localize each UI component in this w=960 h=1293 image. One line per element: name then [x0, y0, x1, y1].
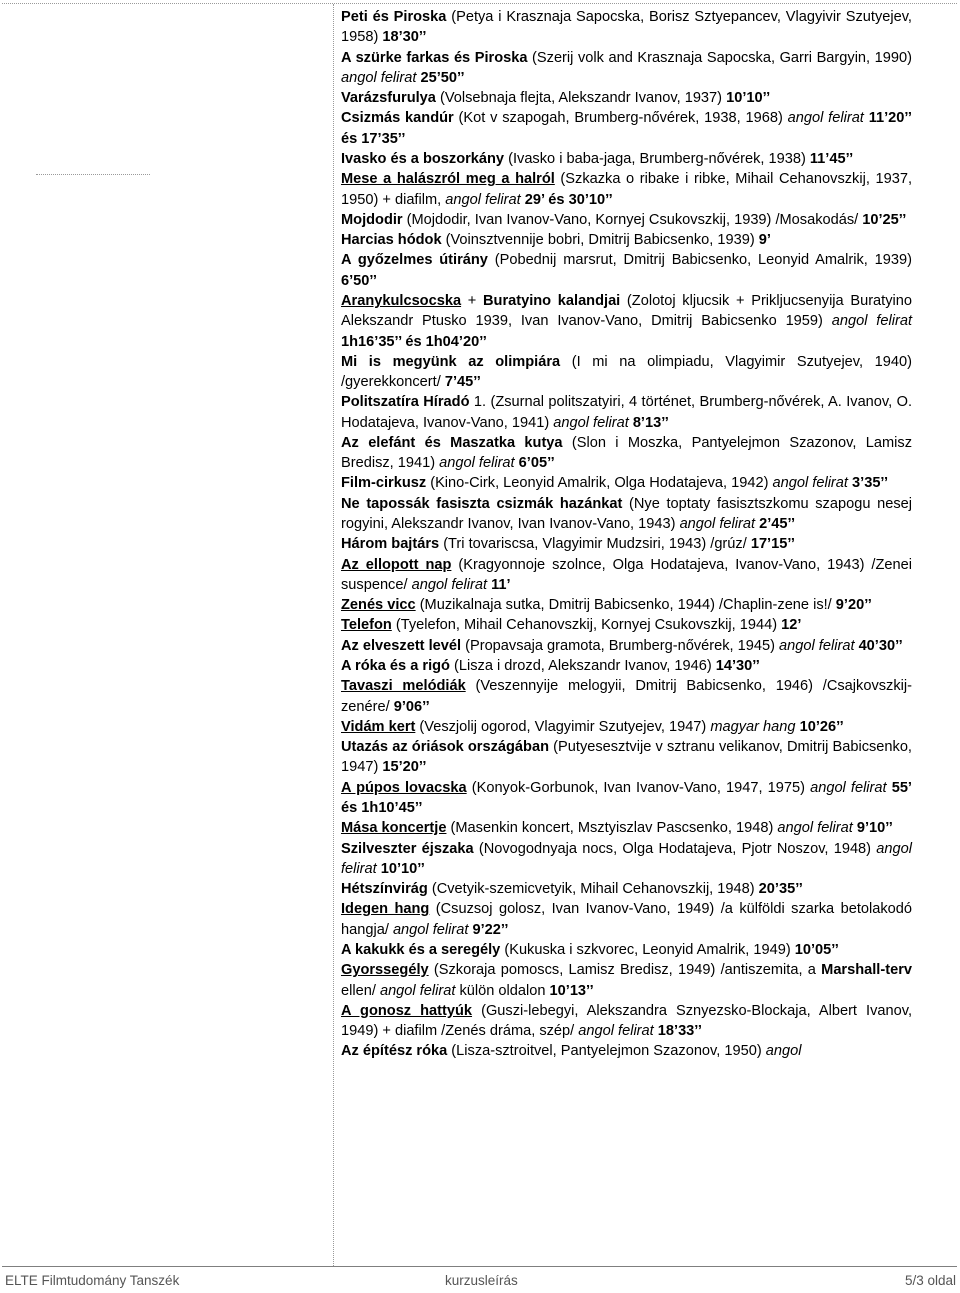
film-entry	[341, 433, 912, 474]
entry-bold-text: 8’13’’	[632, 414, 669, 431]
entry-bold-text: Harcias hódok	[341, 232, 442, 249]
entry-bold-text: A kakukk és a seregély	[341, 941, 501, 958]
entry-text: (Putyesesztvije v sztranu velikanov, Dmitrij Babicsenko, 1947)	[341, 739, 912, 776]
entry-subtitle-note: angol felirat	[341, 69, 417, 86]
entry-bold-text: 9’	[758, 232, 771, 249]
entry-text: (Kot v szapogah, Brumberg-nővérek, 1938, 1968)	[453, 110, 788, 127]
entry-bold-text: Szilveszter éjszaka	[341, 840, 474, 857]
entry-subtitle-note: angol felirat	[445, 191, 521, 208]
entry-bold-text: A róka és a rigó	[341, 658, 450, 674]
entry-text: (Masenkin koncert, Msztyiszlav Pascsenko, 1948)	[446, 820, 778, 837]
entry-bold-text: 29’ és 30’10’’	[524, 191, 613, 208]
entry-text: (Kukuska i szkvorec, Leonyid Amalrik, 1949)	[500, 941, 795, 958]
entry-text: (Konyok-Gorbunok, Ivan Ivanov-Vano, 1947, 1975)	[466, 779, 811, 796]
entry-text: (I mi na olimpiadu, Vlagyimir Szutyejev, 1940) /gyerekkoncert/	[341, 353, 912, 391]
film-entry	[341, 940, 912, 960]
entry-bold-text: Az elveszett levél	[341, 637, 462, 654]
entry-bold-text: 11’20’’ és 17’35’’	[341, 110, 912, 147]
entry-bold-text: 11’	[491, 576, 511, 593]
entry-bold-text: 11’45’’	[809, 150, 854, 167]
entry-bold-text: 12’	[781, 617, 802, 634]
entry-title-underlined: Idegen hang	[341, 901, 430, 918]
film-entry	[341, 473, 912, 493]
entry-text: (Volsebnaja flejta, Alekszandr Ivanov, 1937)	[435, 90, 727, 107]
entry-bold-text: 10’05’’	[794, 941, 839, 958]
entry-title-underlined: Az ellopott nap	[341, 556, 452, 573]
entry-text: (Cvetyik-szemicvetyik, Mihail Cehanovszkij, 1948)	[427, 881, 759, 898]
entry-bold-text: 1h16’35’’ és 1h04’20’’	[341, 333, 487, 350]
entry-bold-text: A szürke farkas és Piroska	[341, 49, 528, 66]
entry-bold-text: 9’20’’	[835, 597, 872, 614]
entry-bold-text: Marshall-terv	[821, 962, 912, 979]
film-entry	[341, 149, 912, 169]
entry-bold-text: Ne tapossák fasiszta csizmák hazánkat	[341, 495, 623, 512]
entry-subtitle-note: angol felirat	[379, 982, 456, 999]
entry-bold-text: 55’ és 1h10’45’’	[341, 779, 912, 816]
film-entry	[341, 839, 912, 880]
film-entry	[341, 48, 912, 89]
entry-bold-text: 9’22’’	[472, 921, 509, 938]
film-entry	[341, 7, 912, 48]
entry-bold-text: Utazás az óriások országában	[341, 739, 549, 756]
entry-title-underlined: Zenés vicc	[341, 597, 416, 614]
entry-bold-text: Peti és Piroska	[341, 9, 447, 25]
film-list	[341, 7, 912, 1062]
entry-bold-text: Ivasko és a boszorkány	[341, 150, 505, 167]
entry-title-underlined: Telefon	[341, 617, 392, 634]
film-entry	[341, 899, 912, 940]
entry-bold-text: 14’30’’	[715, 658, 760, 674]
top-rule	[2, 3, 957, 4]
film-entry	[341, 230, 912, 250]
footer-document-type: kurzusleírás	[445, 1273, 518, 1288]
film-entry	[341, 595, 912, 615]
entry-bold-text: 18’33’’	[657, 1023, 702, 1040]
film-entry	[341, 676, 912, 717]
entry-bold-text: 7’45’’	[444, 374, 481, 391]
film-entry	[341, 1041, 912, 1061]
film-entry	[341, 555, 912, 596]
entry-bold-text: 20’35’’	[758, 881, 803, 898]
entry-bold-text: Buratyino kalandjai	[482, 292, 621, 309]
entry-title-underlined: Mese a halászról meg a halról	[341, 171, 555, 188]
entry-bold-text: Hétszínvirág	[341, 881, 428, 898]
entry-bold-text: Az építész róka	[341, 1043, 448, 1060]
entry-text: 1. (Zsurnal politszatyiri, 4 történet, Brumberg-nővérek, A. Ivanov, O. Hodatajeva, Ivanov-Vano, 1941)	[341, 394, 912, 431]
film-entry	[341, 636, 912, 656]
left-margin-rule	[36, 174, 150, 175]
entry-text: (Veszennyije melogyii, Dmitrij Babicsenko, 1946) /Csajkovszkij-zenére/	[341, 678, 912, 715]
entry-text: (Novogodnyaja nocs, Olga Hodatajeva, Pjotr Noszov, 1948)	[473, 840, 877, 857]
entry-bold-text: 2’45’’	[759, 516, 796, 533]
entry-bold-text: Három bajtárs	[341, 536, 440, 553]
entry-bold-text: 10’25’’	[862, 211, 907, 228]
entry-bold-text: A győzelmes útirány	[341, 252, 488, 269]
film-entry	[341, 717, 912, 737]
entry-title-underlined: Gyorssegély	[341, 962, 429, 979]
entry-text: (Mojdodir, Ivan Ivanov-Vano, Kornyej Csukovszkij, 1939) /Mosakodás/	[402, 211, 863, 228]
entry-text: (Tyelefon, Mihail Cehanovszkij, Kornyej Csukovszkij, 1944)	[391, 617, 782, 634]
entry-bold-text: 18’30’’	[382, 29, 427, 46]
entry-bold-text: Mojdodir	[341, 211, 403, 228]
entry-bold-text: 6’50’’	[341, 272, 377, 289]
film-entry	[341, 737, 912, 778]
entry-subtitle-note: angol felirat	[392, 921, 469, 938]
film-entry	[341, 778, 912, 819]
entry-text: (Tri tovariscsa, Vlagyimir Mudzsiri, 1943) /grúz/	[439, 536, 751, 553]
film-entry	[341, 615, 912, 635]
entry-subtitle-note: angol	[765, 1043, 802, 1060]
entry-subtitle-note: angol felirat	[831, 313, 912, 330]
film-entry	[341, 250, 912, 291]
film-entry	[341, 818, 912, 838]
entry-text: külön oldalon	[455, 982, 550, 999]
entry-bold-text: Az elefánt és Maszatka kutya	[341, 434, 563, 451]
entry-subtitle-note: angol felirat	[679, 516, 756, 533]
entry-text: (Csuzsoj golosz, Ivan Ivanov-Vano, 1949) /a külföldi szarka betolakodó hangja/	[341, 901, 912, 938]
entry-bold-text: 9’06’’	[393, 698, 430, 715]
film-entry	[341, 392, 912, 433]
entry-subtitle-note: angol felirat	[810, 779, 887, 796]
entry-text: (Lisza i drozd, Alekszandr Ivanov, 1946)	[449, 658, 716, 674]
film-entry	[341, 88, 912, 108]
film-entry	[341, 352, 912, 393]
entry-text: (Kragyonnoje szolnce, Olga Hodatajeva, Ivanov-Vano, 1943) /Zenei suspence/	[341, 556, 912, 593]
entry-text: (Lisza-sztroitvel, Pantyelejmon Szazonov, 1950)	[447, 1043, 766, 1060]
entry-subtitle-note: angol felirat	[341, 840, 912, 877]
entry-text: (Szkoraja pomoscs, Lamisz Bredisz, 1949) /antiszemita, a	[428, 962, 822, 979]
film-entry	[341, 291, 912, 352]
entry-title-underlined: Vidám kert	[341, 718, 416, 735]
entry-text: (Voinsztvennije bobri, Dmitrij Babicsenko, 1939)	[441, 232, 759, 249]
entry-text: (Kino-Cirk, Leonyid Amalrik, Olga Hodatajeva, 1942)	[426, 475, 773, 492]
entry-subtitle-note: angol felirat	[553, 414, 629, 431]
entry-title-underlined: A gonosz hattyúk	[341, 1002, 473, 1019]
film-entry	[341, 108, 912, 149]
entry-text: (Nye toptaty fasisztszkomu szapogu nesej rogyini, Alekszandr Ivanov, Ivan Ivanov-Vano, 1943)	[341, 495, 912, 533]
entry-bold-text: Film-cirkusz	[341, 475, 427, 492]
entry-bold-text: Mi is megyünk az olimpiára	[341, 353, 561, 370]
entry-text: (Petya i Krasznaja Sapocska, Borisz Sztyepancev, Vlagyivir Szutyejev, 1958)	[341, 9, 912, 46]
entry-text: ellen/	[341, 982, 380, 999]
entry-text: (Guszi-lebegyi, Alekszandra Sznyezsko-Blockaja, Albert Ivanov, 1949) + diafilm /Zenés dráma, szép/	[341, 1002, 912, 1040]
entry-bold-text: Csizmás kandúr	[341, 110, 454, 127]
entry-text: (Slon i Moszka, Pantyelejmon Szazonov, Lamisz Bredisz, 1941)	[341, 434, 912, 472]
entry-text: (Szerij volk and Krasznaja Sapocska, Garri Bargyin, 1990)	[527, 49, 912, 66]
entry-subtitle-note: angol felirat	[779, 637, 855, 654]
entry-title-underlined: Mása koncertje	[341, 820, 447, 837]
entry-bold-text: 3’35’’	[852, 475, 889, 492]
entry-title-underlined: Tavaszi melódiák	[341, 678, 466, 695]
entry-text: (Zolotoj kljucsik + Prikljucsenyija Buratyino Alekszandr Ptusko 1939, Ivan Ivanov-Vano, Dmitrij Babicsenko 1959)	[341, 292, 913, 330]
entry-subtitle-note: angol felirat	[772, 475, 848, 492]
entry-bold-text: 10’10’’	[726, 90, 771, 107]
entry-bold-text: Politszatíra Híradó	[341, 394, 470, 411]
film-entry	[341, 879, 912, 899]
entry-bold-text: 10’10’’	[380, 860, 425, 877]
film-entry	[341, 1001, 912, 1042]
entry-text: (Szkazka o ribake i ribke, Mihail Cehanovszkij, 1937, 1950) + diafilm,	[341, 171, 913, 208]
film-entry	[341, 169, 912, 210]
entry-text: (Muzikalnaja sutka, Dmitrij Babicsenko, 1944) /Chaplin-zene is!/	[415, 597, 836, 614]
film-entry	[341, 960, 912, 1001]
entry-subtitle-note: angol felirat	[411, 576, 488, 593]
entry-subtitle-note: angol felirat	[578, 1023, 654, 1040]
film-entry	[341, 656, 912, 676]
entry-text: (Propavsaja gramota, Brumberg-nővérek, 1945)	[461, 637, 780, 654]
entry-title-underlined: Aranykulcsocska	[341, 292, 462, 309]
entry-bold-text: 15’20’’	[382, 759, 427, 776]
film-entry	[341, 534, 912, 554]
footer-rule	[2, 1266, 957, 1267]
entry-bold-text: 25’50’’	[420, 69, 465, 86]
entry-title-underlined: A púpos lovacska	[341, 779, 467, 796]
entry-text: (Ivasko i baba-jaga, Brumberg-nővérek, 1938)	[504, 150, 810, 167]
entry-text: (Pobednij marsrut, Dmitrij Babicsenko, Leonyid Amalrik, 1939)	[487, 252, 912, 269]
entry-bold-text: Varázsfurulya	[341, 90, 436, 107]
entry-text: +	[461, 292, 483, 309]
entry-bold-text: 9’10’’	[856, 820, 893, 837]
entry-subtitle-note: angol felirat	[777, 820, 853, 837]
entry-bold-text: 17’15’’	[750, 536, 795, 553]
entry-bold-text: 10’26’’	[799, 718, 844, 735]
film-entry	[341, 494, 912, 535]
footer-page-number: 5/3 oldal	[904, 1273, 956, 1288]
footer-institution: ELTE Filmtudomány Tanszék	[5, 1273, 180, 1288]
entry-text: (Veszjolij ogorod, Vlagyimir Szutyejev, 1947)	[415, 718, 711, 735]
entry-subtitle-note: magyar hang	[710, 718, 796, 735]
entry-bold-text: 40’30’’	[858, 637, 903, 654]
column-divider	[333, 4, 334, 1266]
film-entry	[341, 210, 912, 230]
entry-subtitle-note: angol felirat	[787, 110, 864, 127]
entry-bold-text: 10’13’’	[549, 982, 594, 999]
entry-bold-text: 6’05’’	[518, 455, 555, 472]
entry-subtitle-note: angol felirat	[439, 455, 515, 472]
